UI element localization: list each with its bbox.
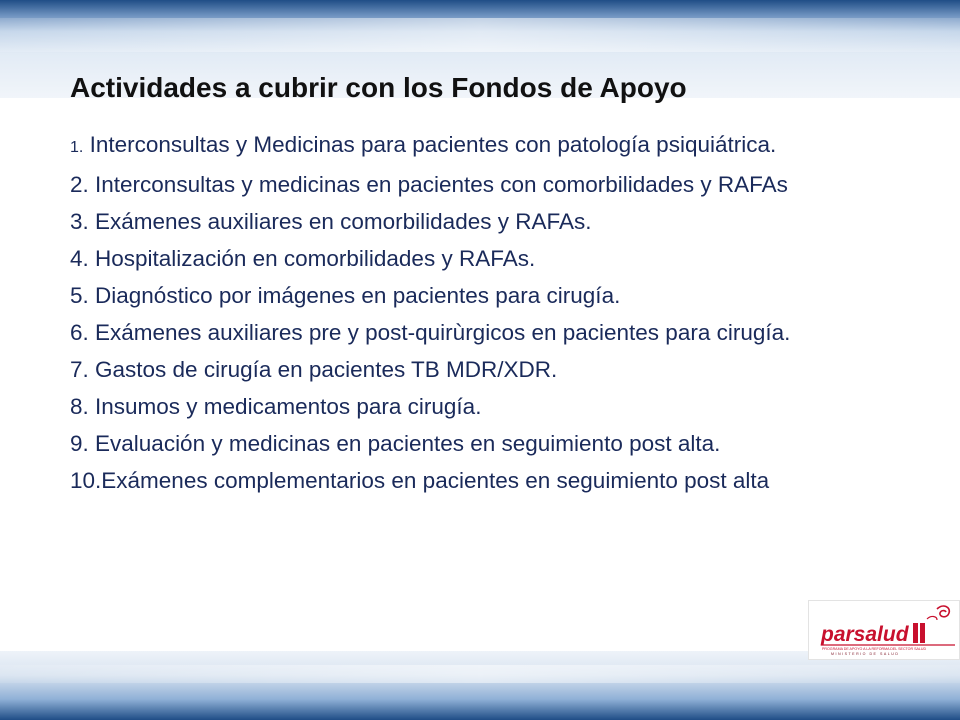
item-number: 10. [70, 468, 102, 493]
item-number: 6. [70, 320, 89, 345]
parsalud-logo-graphic [809, 601, 959, 659]
list-item [70, 462, 920, 499]
item-text: Exámenes auxiliares en comorbilidades y RAFAs. [88, 209, 592, 234]
item-number: 3. [70, 209, 89, 234]
list-item [70, 240, 920, 277]
item-text: Hospitalización en comorbilidades y RAFAs. [88, 246, 536, 271]
list-item [70, 203, 920, 240]
list-item [70, 425, 920, 462]
item-text: Evaluación y medicinas en pacientes en seguimiento post alta. [88, 431, 721, 456]
item-text: Interconsultas y Medicinas para pacientes con patología psiquiátrica. [83, 132, 777, 157]
logo-tagline: PROGRAMA DE APOYO A LA REFORMA DEL SECTOR SALUD [822, 647, 927, 651]
item-number: 7. [70, 357, 89, 382]
item-number: 2. [70, 172, 89, 197]
list-item [70, 126, 920, 166]
item-number: 9. [70, 431, 89, 456]
slide-title: Actividades a cubrir con los Fondos de Apoyo [70, 72, 687, 103]
item-number: 5. [70, 283, 89, 308]
list-item [70, 388, 920, 425]
item-text: Interconsultas y medicinas en pacientes con comorbilidades y RAFAs [88, 172, 788, 197]
item-number: 1. [70, 139, 84, 156]
list-item [70, 351, 920, 388]
item-text: Gastos de cirugía en pacientes TB MDR/XDR. [88, 357, 558, 382]
item-text: Insumos y medicamentos para cirugía. [88, 394, 482, 419]
item-number: 4. [70, 246, 89, 271]
logo-wordmark: parsalud [821, 623, 909, 646]
item-text: Exámenes auxiliares pre y post-quirùrgicos en pacientes para cirugía. [88, 320, 791, 345]
activities-list [70, 126, 920, 499]
list-item [70, 277, 920, 314]
item-number: 8. [70, 394, 89, 419]
list-item [70, 166, 920, 203]
item-text: Exámenes complementarios en pacientes en seguimiento post alta [101, 468, 770, 493]
parsalud-logo [808, 600, 960, 660]
logo-subtag: MINISTERIO DE SALUD [831, 652, 900, 656]
item-text: Diagnóstico por imágenes en pacientes para cirugía. [88, 283, 621, 308]
list-item [70, 314, 920, 351]
footer-gradient-band [0, 651, 960, 720]
